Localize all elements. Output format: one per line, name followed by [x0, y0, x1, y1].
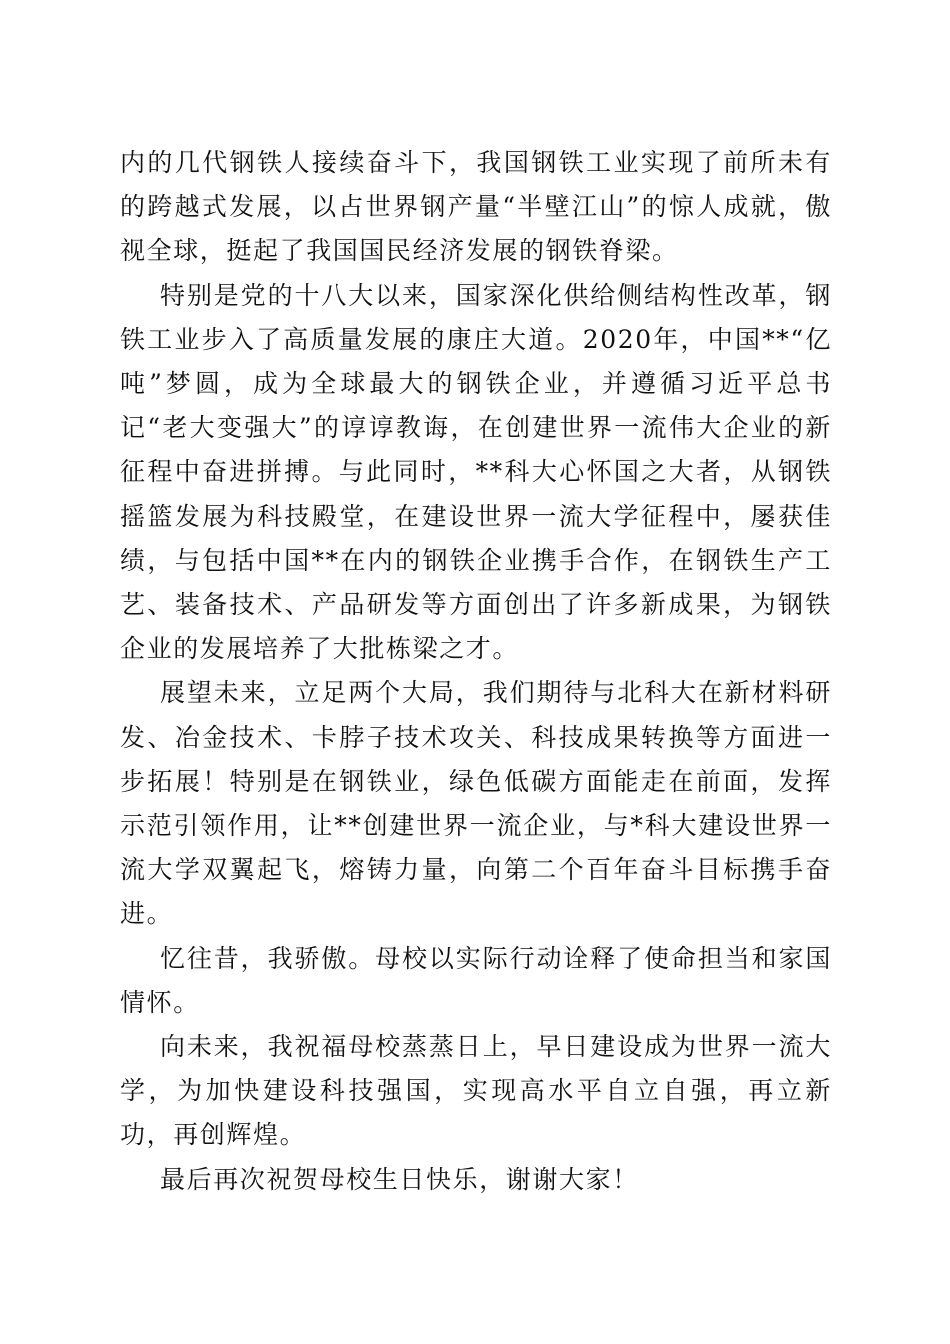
paragraph-4: 忆往昔，我骄傲。母校以实际行动诠释了使命担当和家国情怀。 — [120, 943, 832, 1017]
paragraph-1: 内的几代钢铁人接续奋斗下，我国钢铁工业实现了前所未有的跨越式发展，以占世界钢产量“半壁江山”的惊人成就，傲视全球，挺起了我国国民经济发展的钢铁脊梁。 — [120, 148, 832, 266]
paragraph-3: 展望未来，立足两个大局，我们期待与北科大在新材料研发、冶金技术、卡脖子技术攻关、科技成果转换等方面进一步拓展！特别是在钢铁业，绿色低碳方面能走在前面，发挥示范引领作用，让**创建世界一流企业，与*科大建设世界一流大学双翼起飞，熔铸力量，向第二个百年奋斗目标携手奋进。 — [120, 678, 832, 929]
paragraph-6: 最后再次祝贺母校生日快乐，谢谢大家！ — [160, 1164, 639, 1194]
document-body — [120, 141, 832, 1202]
paragraph-2: 特别是党的十八大以来，国家深化供给侧结构性改革，钢铁工业步入了高质量发展的康庄大道。2020年，中国**“亿吨”梦圆，成为全球最大的钢铁企业，并遵循习近平总书记“老大变强大”的谆谆教诲，在创建世界一流伟大企业的新征程中奋进拼搏。与此同时，**科大心怀国之大者，从钢铁摇篮发展为科技殿堂，在建设世界一流大学征程中，屡获佳绩，与包括中国**在内的钢铁企业携手合作，在钢铁生产工艺、装备技术、产品研发等方面创出了许多新成果，为钢铁企业的发展培养了大批栋梁之才。 — [120, 280, 832, 664]
paragraph-5: 向未来，我祝福母校蒸蒸日上，早日建设成为世界一流大学，为加快建设科技强国，实现高水平自立自强，再立新功，再创辉煌。 — [120, 1032, 832, 1150]
